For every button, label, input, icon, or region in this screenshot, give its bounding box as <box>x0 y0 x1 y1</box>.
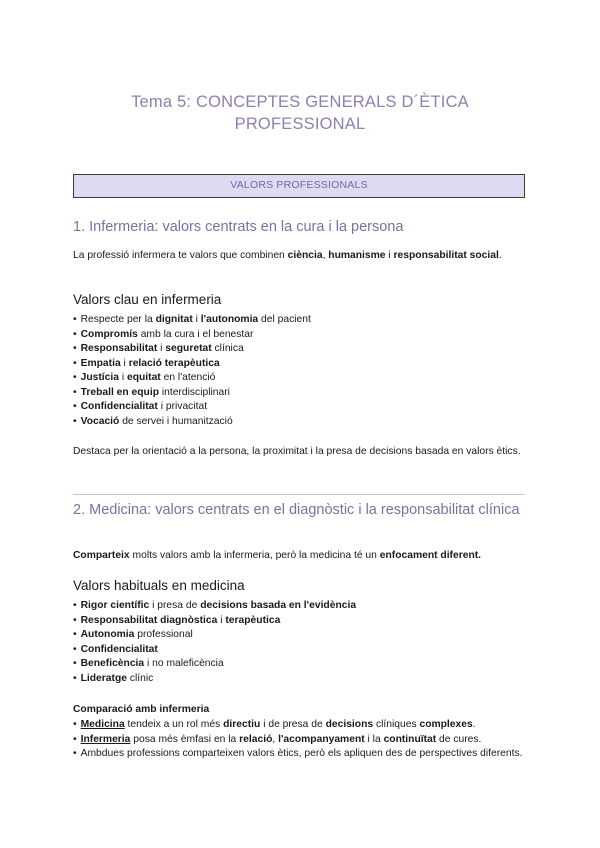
list-item: • Compromís amb la cura i el benestar <box>73 328 533 343</box>
list-item: • Justícia i equitat en l'atenció <box>73 371 533 386</box>
list-item: • Treball en equip interdisciplinari <box>73 386 533 401</box>
nursing-values-list <box>73 313 533 429</box>
section-1-subheading: Valors clau en infermeria <box>73 292 222 307</box>
list-item: • Empatia i relació terapèutica <box>73 357 533 372</box>
section-2-heading: 2. Medicina: valors centrats en el diagnòstic i la responsabilitat clínica <box>73 502 520 518</box>
medicine-values-list <box>73 599 533 686</box>
list-item: • Medicina tendeix a un rol més directiu i de presa de decisions clíniques complexes. <box>73 718 533 733</box>
section-divider <box>73 494 525 495</box>
section-2-intro: Comparteix molts valors amb la infermeria, però la medicina té un enfocament diferent. <box>73 550 482 561</box>
title-line-2: PROFESSIONAL <box>234 115 366 133</box>
list-item: • Vocació de servei i humanització <box>73 415 533 430</box>
list-item: • Responsabilitat diagnòstica i terapèutica <box>73 614 533 629</box>
list-item: • Beneficència i no maleficència <box>73 657 533 672</box>
section-1-heading: 1. Infermeria: valors centrats en la cura i la persona <box>73 219 404 235</box>
list-item: • Rigor científic i presa de decisions basada en l'evidència <box>73 599 533 614</box>
list-item: • Respecte per la dignitat i l'autonomia del pacient <box>73 313 533 328</box>
list-item: • Confidencialitat i privacitat <box>73 400 533 415</box>
section-1-closing: Destaca per la orientació a la persona, la proximitat i la presa de decisions basada en valors ètics. <box>73 446 521 457</box>
comparison-heading: Comparació amb infermeria <box>73 704 210 715</box>
list-item: • Infermeria posa més èmfasi en la relació, l'acompanyament i la continuïtat de cures. <box>73 733 533 748</box>
document-title <box>0 91 600 135</box>
comparison-list <box>73 718 533 762</box>
list-item: • Confidencialitat <box>73 643 533 658</box>
title-line-1: Tema 5: CONCEPTES GENERALS D´ÈTICA <box>131 93 469 111</box>
list-item: • Responsabilitat i seguretat clínica <box>73 342 533 357</box>
list-item: • Autonomia professional <box>73 628 533 643</box>
section-1-intro: La professió infermera te valors que combinen ciència, humanisme i responsabilitat social. <box>73 250 502 261</box>
section-2-subheading: Valors habituals en medicina <box>73 578 245 593</box>
list-item: • Lideratge clínic <box>73 672 533 687</box>
section-banner: VALORS PROFESSIONALS <box>73 174 525 198</box>
list-item: • Ambdues professions comparteixen valors ètics, però els apliquen des de perspectives diferents. <box>73 747 533 762</box>
